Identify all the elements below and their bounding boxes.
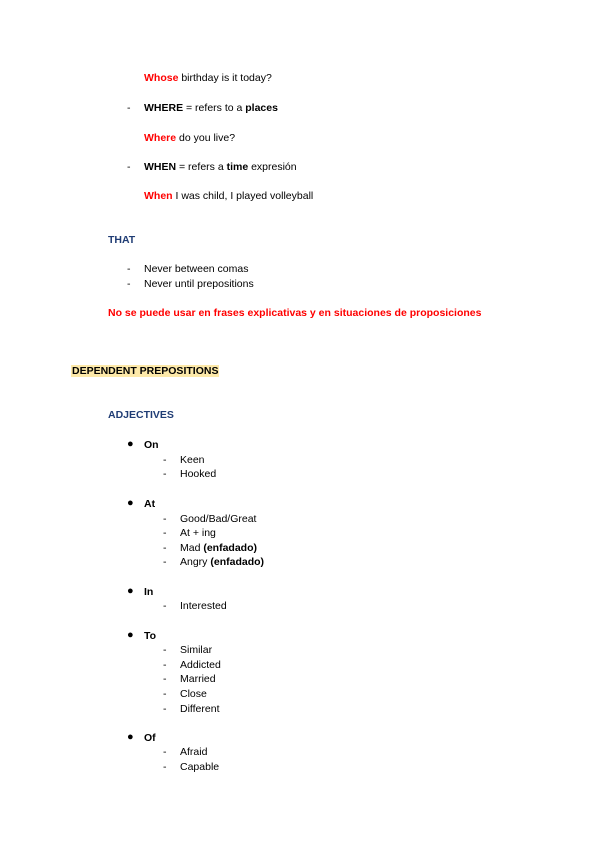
when-example [144, 190, 313, 203]
that-note: No se puede usar en frases explicativas y en situaciones de proposiciones [108, 307, 482, 319]
at-item: Good/Bad/Great [180, 513, 257, 525]
to-item: Close [180, 688, 207, 700]
dash-marker: - [163, 746, 167, 758]
on-item: Hooked [180, 468, 217, 480]
bullet-icon: ● [127, 731, 134, 743]
at-item-angry-bold: (enfadado) [210, 556, 265, 568]
on-item: Keen [180, 454, 205, 466]
preposition-of: Of [144, 732, 156, 744]
when-definition [144, 161, 297, 174]
dash-marker: - [127, 102, 131, 114]
where-definition [144, 102, 278, 115]
whose-keyword: Whose [144, 72, 179, 84]
dash-marker: - [163, 659, 167, 671]
when-example-keyword: When [144, 190, 173, 202]
when-keyword: WHEN [144, 161, 177, 173]
where-keyword: WHERE [144, 102, 184, 114]
where-example-keyword: Where [144, 132, 177, 144]
preposition-in: In [144, 586, 154, 598]
when-definition-end: expresión [248, 161, 297, 173]
dash-marker: - [163, 673, 167, 685]
dash-marker: - [127, 278, 131, 290]
of-item: Afraid [180, 746, 208, 758]
dash-marker: - [163, 513, 167, 525]
dash-marker: - [163, 688, 167, 700]
bullet-icon: ● [127, 438, 134, 450]
where-example [144, 132, 235, 145]
when-example-text: I was child, I played volleyball [172, 190, 314, 202]
dash-marker: - [163, 703, 167, 715]
to-item: Addicted [180, 659, 221, 671]
where-definition-bold: places [245, 102, 278, 114]
dash-marker: - [127, 161, 131, 173]
dependent-prepositions-heading [71, 365, 219, 378]
where-definition-text: = refers to a [183, 102, 246, 114]
at-item-angry [180, 556, 264, 569]
at-item-mad-text: Mad [180, 542, 204, 554]
preposition-at: At [144, 498, 156, 510]
when-definition-bold: time [226, 161, 249, 173]
that-heading: THAT [108, 234, 136, 246]
at-item-angry-text: Angry [180, 556, 211, 568]
at-item-mad [180, 542, 257, 555]
dash-marker: - [163, 454, 167, 466]
dash-marker: - [163, 542, 167, 554]
whose-example [144, 72, 272, 85]
bullet-icon: ● [127, 497, 134, 509]
adjectives-heading: ADJECTIVES [108, 409, 174, 421]
dash-marker: - [163, 600, 167, 612]
when-definition-text: = refers a [176, 161, 227, 173]
at-item: At + ing [180, 527, 216, 539]
at-item-mad-bold: (enfadado) [203, 542, 258, 554]
to-item: Similar [180, 644, 213, 656]
whose-example-text: birthday is it today? [178, 72, 272, 84]
dash-marker: - [163, 644, 167, 656]
dash-marker: - [163, 468, 167, 480]
preposition-to: To [144, 630, 157, 642]
dash-marker: - [163, 556, 167, 568]
preposition-on: On [144, 439, 159, 451]
dash-marker: - [127, 263, 131, 275]
dash-marker: - [163, 527, 167, 539]
to-item: Married [180, 673, 216, 685]
dash-marker: - [163, 761, 167, 773]
that-item: Never until prepositions [144, 278, 254, 290]
to-item: Different [180, 703, 220, 715]
that-item: Never between comas [144, 263, 249, 275]
bullet-icon: ● [127, 585, 134, 597]
in-item: Interested [180, 600, 227, 612]
where-example-text: do you live? [176, 132, 236, 144]
of-item: Capable [180, 761, 220, 773]
highlighted-heading: DEPENDENT PREPOSITIONS [72, 365, 219, 377]
bullet-icon: ● [127, 629, 134, 641]
